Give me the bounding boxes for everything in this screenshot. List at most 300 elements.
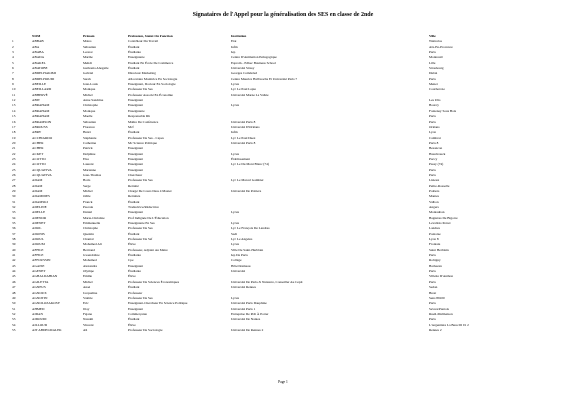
header-ville: Ville <box>429 34 436 38</box>
profession-cell: Retraitée <box>128 194 141 199</box>
nom-cell: AGENET <box>32 269 46 274</box>
ville-cell: Paris <box>429 279 436 284</box>
prenom-cell: Monique <box>83 87 96 92</box>
row-number: 13 <box>12 103 16 108</box>
profession-cell: Étudiant <box>128 199 140 204</box>
row-number: 30 <box>12 194 16 199</box>
ville-cell: Lyon 8 <box>429 237 439 242</box>
row-number: 25 <box>12 167 16 172</box>
row-number: 52 <box>12 311 16 316</box>
profession-cell: Enseignant <box>128 263 144 268</box>
prenom-cell: Emilie <box>83 274 93 279</box>
row-number: 50 <box>12 301 16 306</box>
ville-cell: Lille <box>429 60 436 65</box>
profession-cell: Enseignant <box>128 156 144 161</box>
row-number: 14 <box>12 108 16 113</box>
profession-cell: Directeur Marketing <box>128 71 156 76</box>
table-body <box>12 39 547 333</box>
profession-cell: Professeur De Sciences Économiques <box>128 279 180 284</box>
prenom-cell: Boris <box>83 178 91 183</box>
row-number: 17 <box>12 124 16 129</box>
prenom-cell: Patrick <box>83 146 93 151</box>
profession-cell: Enseignant, Docteur En Sociologie <box>128 82 176 87</box>
ville-cell: Bagnères De Bigorre <box>429 215 458 220</box>
ville-cell: Landres <box>429 226 440 231</box>
prenom-cell: Eric <box>83 301 89 306</box>
nom-cell: ACKET <box>32 151 44 156</box>
prenom-cell: Sébastien <box>83 44 96 49</box>
prenom-cell: Quentin <box>83 231 94 236</box>
ville-cell: Montreuil <box>429 55 443 60</box>
row-number: 36 <box>12 226 16 231</box>
row-number: 28 <box>12 183 16 188</box>
ville-cell: Aix-En-Provence <box>429 44 453 49</box>
institution-cell: Iufm <box>231 44 238 49</box>
prenom-cell: Vincent <box>83 322 94 327</box>
profession-cell: Professeur De Ses <box>128 87 153 92</box>
profession-cell: Professeur, Adjoint Au Maire <box>128 247 168 252</box>
profession-cell: Enseignant <box>128 162 144 167</box>
ville-cell: Orléans <box>429 124 440 129</box>
institution-cell: Ville De Saint-Herblain <box>231 247 264 252</box>
institution-cell: Iep De Paris <box>231 253 248 258</box>
institution-cell: Hôtel Rameau <box>231 263 251 268</box>
row-number: 44 <box>12 269 16 274</box>
nom-cell: ABATOBE <box>32 66 48 71</box>
institution-cell: Université De Nantes <box>231 317 261 322</box>
ville-cell: Angers <box>429 205 439 209</box>
institution-cell: Lycée <box>231 295 240 300</box>
nom-cell: ACOTTO <box>32 162 46 167</box>
nom-cell: AIT ABDELMALEK <box>32 327 62 332</box>
ville-cell: Passy (74) <box>429 162 444 167</box>
ville-cell: Valbon <box>429 199 439 204</box>
nom-cell: ABADA <box>32 55 45 60</box>
ville-cell: Lisieux <box>429 178 440 183</box>
ville-cell: Robigny <box>429 258 441 263</box>
prenom-cell: Christophe <box>83 226 98 231</box>
profession-cell: Enseignante <box>128 55 145 60</box>
institution-cell: Lyc Le Marcel Gambier <box>231 178 264 183</box>
institution-cell: Lycée <box>231 151 240 156</box>
profession-cell: Prof Indignée De L'Éducation <box>128 215 169 220</box>
nom-cell: ABRAHAM <box>32 108 50 113</box>
row-number: 23 <box>12 156 16 161</box>
prenom-cell: Ali <box>83 327 88 332</box>
profession-cell: Élève <box>128 242 136 247</box>
ville-cell: Pontoise <box>429 231 441 236</box>
prenom-cell: Anne Sandrine <box>83 98 104 103</box>
ville-cell: Villette D'Anthon <box>429 274 454 279</box>
profession-cell: Cpe <box>128 258 134 263</box>
profession-cell: Professeur De Ses <box>128 178 153 183</box>
profession-cell: Étudiante <box>128 253 141 258</box>
nom-cell: ADAMIDES <box>32 194 50 199</box>
row-number: 41 <box>12 253 16 258</box>
profession-cell: Etudiant En École De Commerce <box>128 60 174 65</box>
prenom-cell: Marianne <box>83 167 96 172</box>
ville-cell: Besancon <box>429 146 443 151</box>
row-number: 2 <box>12 44 14 49</box>
prenom-cell: Monique <box>83 108 96 113</box>
profession-cell: Élève <box>128 274 136 279</box>
ville-cell: Strasbourg <box>429 66 444 71</box>
prenom-cell: Olympe <box>83 269 94 274</box>
row-number: 47 <box>12 285 16 290</box>
prenom-cell: Florence <box>83 124 95 129</box>
prenom-cell: Nassim <box>83 317 94 322</box>
row-number: 26 <box>12 172 16 177</box>
nom-cell: AFFOUSSIN <box>32 258 51 263</box>
institution-cell: Université De Paris-X Nanterre, Conseiller Au Cepii <box>231 279 303 284</box>
row-number: 42 <box>12 258 16 263</box>
row-number: 3 <box>12 50 14 55</box>
ville-cell: Paris <box>429 172 436 177</box>
row-number: 51 <box>12 306 16 311</box>
row-number: 54 <box>12 322 16 327</box>
profession-cell: Enseignant-Chercheur En Science Politique <box>128 301 188 306</box>
row-number: 40 <box>12 247 16 252</box>
prenom-cell: Mohamed Ali <box>83 242 102 247</box>
profession-cell: Enseignant <box>128 306 144 311</box>
ville-cell: Petite-Rosselle <box>429 183 450 188</box>
nom-cell: ACCHIARDO <box>32 135 53 140</box>
profession-cell: Enseignant <box>128 98 144 103</box>
ville-cell: Paris <box>429 301 436 306</box>
profession-cell: Professeur De Ssf <box>128 237 153 242</box>
row-number: 10 <box>12 87 16 92</box>
institution-cell: Centre D'Animation Pédagogique <box>231 55 277 60</box>
nom-cell: AGNOTIN <box>32 295 48 300</box>
institution-cell: Esprom - Edhec Business School <box>231 60 277 65</box>
institution-cell: Entreprise De Prêt À Porter <box>231 311 269 316</box>
signatories-table <box>12 34 547 333</box>
nom-cell: ABABA <box>32 50 44 55</box>
prenom-cell: Henri <box>83 130 91 135</box>
nom-cell: ACQUAVIVA <box>32 167 52 172</box>
ville-cell: L'Argentière La Bess 06 01 2 <box>429 322 469 327</box>
ville-cell: Lyon <box>429 130 436 135</box>
ville-cell: Brest <box>429 290 437 295</box>
prenom-cell: Chantal <box>83 237 94 242</box>
ville-cell: Paris <box>429 114 436 119</box>
profession-cell: Traductrice/Rédactrice <box>128 205 159 209</box>
profession-cell: Étudiant <box>128 44 140 49</box>
prenom-cell: Sarah <box>83 76 91 81</box>
nom-cell: AHMED <box>32 306 45 311</box>
profession-cell: Enseignant <box>128 146 144 151</box>
row-number: 20 <box>12 140 16 145</box>
institution-cell: Université D'Orléans <box>231 124 260 129</box>
institution-cell: Georges Comdeled <box>231 71 258 76</box>
prenom-cell: Gwendoline <box>83 253 100 258</box>
institution-cell: Lycée <box>231 221 240 226</box>
prenom-cell: Laurent <box>83 162 94 167</box>
prenom-cell: Anaé <box>83 285 91 290</box>
row-number: 19 <box>12 135 16 140</box>
nom-cell: ABRY <box>32 130 42 135</box>
row-number: 6 <box>12 66 14 71</box>
prenom-cell: Guthonia Abegaile <box>83 66 109 71</box>
profession-cell: Étudiant <box>128 317 140 322</box>
prenom-cell: Michel <box>83 279 93 284</box>
profession-cell: Étudiant <box>128 231 140 236</box>
nom-cell: ABEILLARD <box>32 87 52 92</box>
prenom-cell: Marie-Christine <box>83 215 105 220</box>
institution-cell: Université Strasy <box>231 66 255 71</box>
ville-cell: Menet <box>429 82 438 87</box>
ville-cell: Paris <box>429 167 436 172</box>
ville-cell: Puccy <box>429 156 438 161</box>
nom-cell: ADAM <box>32 178 43 183</box>
prenom-cell: Malos <box>83 39 92 44</box>
prenom-cell: Emmanuelle <box>83 221 101 226</box>
institution-cell: Lyc Le Angeles <box>231 237 253 242</box>
row-number: 45 <box>12 274 16 279</box>
institution-cell: Lycée <box>231 242 240 247</box>
institution-cell: Etat <box>231 39 237 44</box>
prenom-cell: Bertrand <box>83 247 95 252</box>
row-number: 31 <box>12 199 16 204</box>
institution-cell: Université De Rennes 2 <box>231 327 264 332</box>
header-prenom: Prénom <box>83 34 95 38</box>
nom-cell: ADELLE <box>32 210 46 215</box>
nom-cell: AGNOUX <box>32 290 47 295</box>
ville-cell: Paris 8 <box>429 140 439 145</box>
nom-cell: ACOTTO <box>32 156 46 161</box>
ville-cell: Paris <box>429 50 436 55</box>
profession-cell: Maître De Conférence <box>128 119 159 124</box>
nom-cell: ACQUAVIVA <box>32 172 52 177</box>
ville-cell: Rueil-Malmaison <box>429 311 453 316</box>
header-profession: Profession, Statut Ou Fonction <box>128 34 173 38</box>
row-number: 37 <box>12 231 16 236</box>
profession-cell: Chercheur <box>128 172 143 177</box>
nom-cell: AFFILE <box>32 253 44 258</box>
nom-cell: AGAISE <box>32 263 45 268</box>
prenom-cell: Michel <box>83 188 93 193</box>
ville-cell: Montauban <box>429 210 445 215</box>
row-number: 32 <box>12 205 16 209</box>
ville-cell: Saint Herblain <box>429 247 449 252</box>
nom-cell: ADAMSKI <box>32 199 48 204</box>
institution-cell: Lycée <box>231 82 240 87</box>
institution-cell: Université Paris 8 <box>231 140 256 145</box>
row-number: 46 <box>12 279 16 284</box>
institution-cell: Établissement <box>231 156 251 161</box>
row-number: 49 <box>12 295 16 300</box>
nom-cell: ADELINE <box>32 205 47 209</box>
row-number: 39 <box>12 242 16 247</box>
institution-cell: Lyc Le Du Mont Blanc (74) <box>231 162 269 167</box>
row-number: 11 <box>12 92 16 97</box>
ville-cell: Bourcy <box>429 103 439 108</box>
row-number: 33 <box>12 210 16 215</box>
profession-cell: Professeur De Ses <box>128 226 153 231</box>
profession-cell: Retraité <box>128 183 139 188</box>
ville-cell: Les Ulis <box>429 98 441 103</box>
table-row <box>12 328 547 333</box>
institution-cell: Université De Poitiers <box>231 188 262 193</box>
ville-cell: Hazebrouck <box>429 151 446 156</box>
row-number: 7 <box>12 71 14 76</box>
prenom-cell: Serge <box>83 183 91 188</box>
ville-cell: Mantes <box>429 194 439 199</box>
prenom-cell: Franck <box>83 199 93 204</box>
row-number: 4 <box>12 55 14 60</box>
nom-cell: AIDOUDI <box>32 317 47 322</box>
prenom-cell: Mohamed <box>83 258 97 263</box>
nom-cell: ABHERVÉ <box>32 92 48 97</box>
profession-cell: Étudiant <box>128 285 140 290</box>
profession-cell: Enseignant <box>128 167 144 172</box>
ville-cell: Courbevoie <box>429 87 445 92</box>
row-number: 55 <box>12 327 16 332</box>
prenom-cell: Catherine <box>83 140 97 145</box>
profession-cell: Enseignant <box>128 151 144 156</box>
prenom-cell: Pascale <box>83 205 94 209</box>
row-number: 1 <box>12 39 14 44</box>
institution-cell: Université Paris 8 <box>231 119 256 124</box>
ville-cell: Fontenay Sous Bois <box>429 108 457 113</box>
nom-cell: ABIT <box>32 98 40 103</box>
profession-cell: Professeur Associé En Économie <box>128 92 173 97</box>
nom-cell: AILLOUD <box>32 322 48 327</box>
row-number: 22 <box>12 151 16 156</box>
profession-cell: Professeur De Ses - Capes <box>128 135 164 140</box>
ville-cell: Paris <box>429 253 436 258</box>
institution-cell: Sadi <box>231 231 238 236</box>
institution-cell: Iep <box>231 50 236 55</box>
ville-cell: Paris <box>429 317 436 322</box>
nom-cell: ABA <box>32 44 40 49</box>
nom-cell: ABEILLE <box>32 82 47 87</box>
ville-cell: Sens 89100 <box>429 295 445 300</box>
profession-cell: Enseignante <box>128 108 145 113</box>
nom-cell: ADOUL <box>32 237 44 242</box>
nom-cell: ACHER <box>32 146 44 151</box>
institution-cell: Iufm <box>231 130 238 135</box>
row-number: 21 <box>12 146 16 151</box>
row-number: 29 <box>12 188 16 193</box>
profession-cell: Allocataire Monitrice En Sociologie <box>128 76 178 81</box>
ville-cell: Cambrai <box>429 135 441 140</box>
row-number: 43 <box>12 263 16 268</box>
nom-cell: ABBAB <box>32 39 44 44</box>
profession-cell: Enseignante En Ses <box>128 221 155 226</box>
profession-cell: Professeur De Ses <box>128 295 153 300</box>
profession-cell: Étudiant <box>128 130 140 135</box>
nom-cell: ADENOR <box>32 215 47 220</box>
prenom-cell: Christophe <box>83 103 98 108</box>
nom-cell: ABDELHOUDI <box>32 76 55 81</box>
row-number: 53 <box>12 317 16 322</box>
profession-cell: Contrôleur Du Travail <box>128 39 159 44</box>
page-number: Page 1 <box>278 380 288 384</box>
prenom-cell: Delphine <box>83 151 96 156</box>
nom-cell: ADOL <box>32 226 42 231</box>
row-number: 24 <box>12 162 16 167</box>
profession-cell: Enseignant <box>128 103 144 108</box>
prenom-cell: Michel <box>83 92 93 97</box>
nom-cell: AFFILE <box>32 247 44 252</box>
prenom-cell: Daniel <box>83 210 93 215</box>
ville-cell: Sedan <box>429 285 438 290</box>
ville-cell: Paris <box>429 76 436 81</box>
nom-cell: AGHALDAHIAN <box>32 274 58 279</box>
nom-cell: ADOUM <box>32 242 45 247</box>
nom-cell: AIDAN <box>32 311 43 316</box>
row-number: 48 <box>12 290 16 295</box>
nom-cell: ACHER <box>32 140 44 145</box>
nom-cell: ABRAMSON <box>32 119 52 124</box>
ville-cell: Poitiers <box>429 188 440 193</box>
institution-cell: Université Paris 1 <box>231 306 256 311</box>
row-number: 35 <box>12 221 16 226</box>
ville-cell: Levallois Perret <box>429 221 451 226</box>
nom-cell: ABDELHAKIMI <box>32 71 56 76</box>
nom-cell: AGILETTA <box>32 279 49 284</box>
profession-cell: Professeur De Sociologie <box>128 327 163 332</box>
prenom-cell: Fajana <box>83 311 93 316</box>
institution-cell: Lyc Le François De Landres <box>231 226 270 231</box>
profession-cell: Chargé De Cours Dess 4 Master <box>128 188 172 193</box>
nom-cell: ABRAHAM <box>32 103 50 108</box>
prenom-cell: Jacqueline <box>83 290 98 295</box>
prenom-cell: Marthe <box>83 55 93 60</box>
ville-cell: Frontaie <box>429 242 441 247</box>
prenom-cell: Alexandre <box>83 263 98 268</box>
ville-cell: Wattrelos <box>429 39 442 44</box>
nom-cell: ABRAHAM <box>32 114 50 119</box>
profession-cell: Mcf <box>128 124 134 129</box>
profession-cell: Responsable Rh <box>128 114 150 119</box>
profession-cell: Étudiant <box>128 66 140 71</box>
row-number: 18 <box>12 130 16 135</box>
prenom-cell: Jean-Thomas <box>83 172 102 177</box>
prenom-cell: Mehdi <box>83 60 92 65</box>
prenom-cell: Valérie <box>83 295 93 300</box>
document-title: Signataires de l'Appel pour la généralisation des SES en classe de 2nde <box>192 12 374 18</box>
ville-cell: Rennes 2 <box>429 327 442 332</box>
nom-cell: ADONIS <box>32 231 45 236</box>
nom-cell: ADAM <box>32 183 43 188</box>
prenom-cell: Jilay <box>83 306 90 311</box>
nom-cell: ADAM <box>32 188 43 193</box>
ville-cell: Sevres/Pantois <box>429 306 449 311</box>
profession-cell: Élève <box>128 322 136 327</box>
prenom-cell: Maelle <box>83 114 93 119</box>
row-number: 34 <box>12 215 16 220</box>
profession-cell: Étudiante <box>128 269 141 274</box>
nom-cell: ABAKEL <box>32 60 46 65</box>
nom-cell: ABROUSS <box>32 124 48 129</box>
nom-cell: AGNOLOZAKOSY <box>32 301 61 306</box>
institution-cell: Université Rennes <box>231 285 256 290</box>
row-number: 16 <box>12 119 16 124</box>
row-number: 15 <box>12 114 16 119</box>
row-number: 12 <box>12 98 16 103</box>
row-number: 38 <box>12 237 16 242</box>
ville-cell: Paris <box>429 269 436 274</box>
prenom-cell: Leonor <box>83 50 93 55</box>
prenom-cell: Odile <box>83 194 91 199</box>
header-nom: NOM <box>32 34 41 38</box>
institution-cell: Lycée <box>231 103 240 108</box>
row-number: 5 <box>12 60 14 65</box>
profession-cell: Commerçante <box>128 311 148 316</box>
profession-cell: Enseignant <box>128 210 144 215</box>
